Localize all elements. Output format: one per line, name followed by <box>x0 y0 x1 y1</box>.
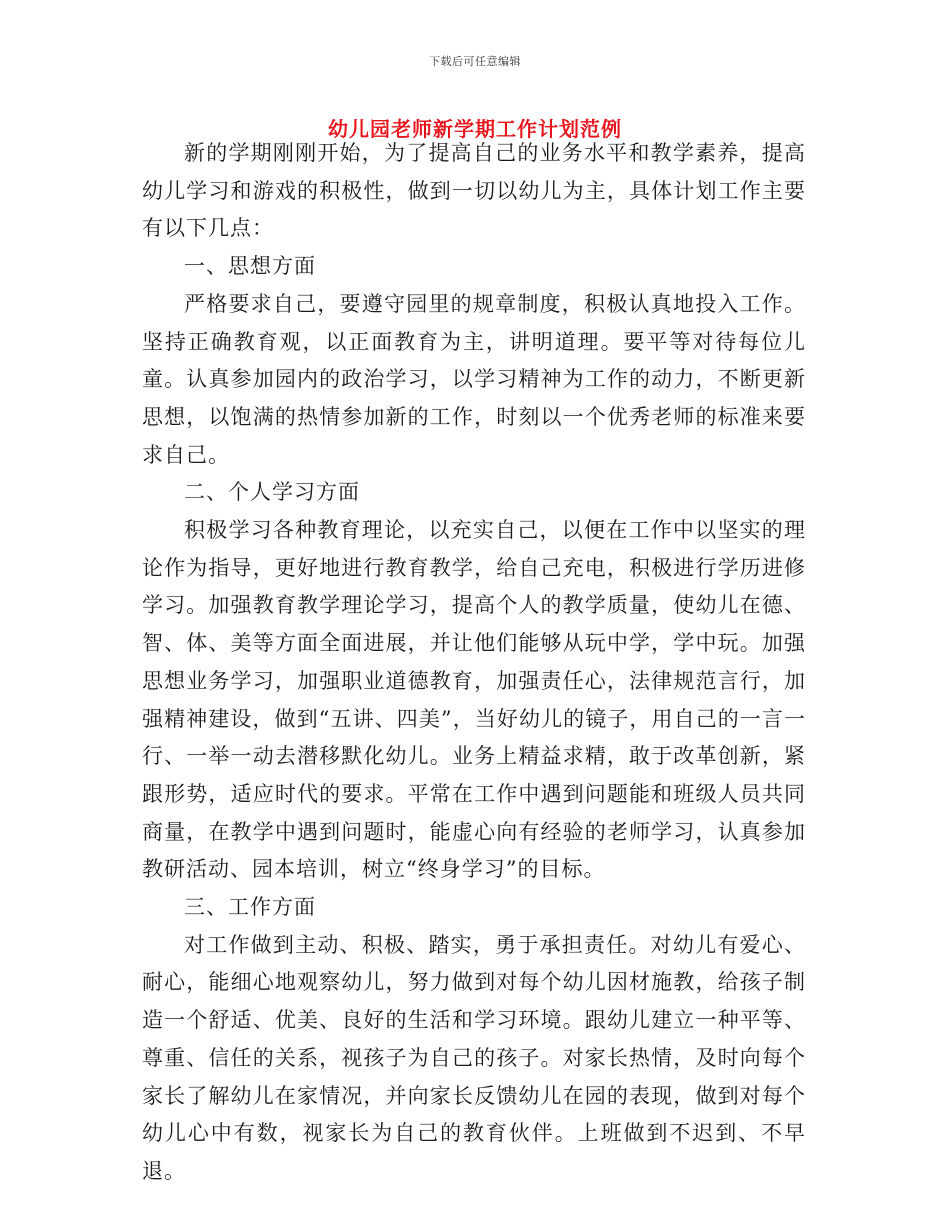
intro-paragraph: 新的学期刚刚开始，为了提高自己的业务水平和教学素养，提高幼儿学习和游戏的积极性，做到一切以幼儿为主，具体计划工作主要有以下几点： <box>142 141 806 241</box>
section-heading-study: 二、个人学习方面 <box>184 480 360 505</box>
section-heading-work: 三、工作方面 <box>184 895 316 920</box>
section-body-thought: 严格要求自己，要遵守园里的规章制度，积极认真地投入工作。坚持正确教育观，以正面教育为主，讲明道理。要平等对待每位儿童。认真参加园内的政治学习，以学习精神为工作的动力，不断更新思想，以饱满的热情参加新的工作，时刻以一个优秀老师的标准来要求自己。 <box>142 291 806 467</box>
page-header-note: 下载后可任意编辑 <box>429 55 521 68</box>
document-body <box>142 135 806 1191</box>
section-heading-thought: 一、思想方面 <box>184 254 316 279</box>
section-body-study: 积极学习各种教育理论，以充实自己，以便在工作中以坚实的理论作为指导，更好地进行教育教学，给自己充电，积极进行学历进修学习。加强教育教学理论学习，提高个人的教学质量，使幼儿在德、智、体、美等方面全面进展，并让他们能够从玩中学，学中玩。加强思想业务学习，加强职业道德教育，加强责任心，法律规范言行，加强精神建设，做到“五讲、四美”，当好幼儿的镜子，用自己的一言一行、一举一动去潜移默化幼儿。业务上精益求精，敢于改革创新，紧跟形势，适应时代的要求。平常在工作中遇到问题能和班级人员共同商量，在教学中遇到问题时，能虚心向有经验的老师学习，认真参加教研活动、园本培训，树立“终身学习”的目标。 <box>142 518 806 882</box>
document-title: 幼儿园老师新学期工作计划范例 <box>328 117 622 141</box>
section-body-work: 对工作做到主动、积极、踏实，勇于承担责任。对幼儿有爱心、耐心，能细心地观察幼儿，努力做到对每个幼儿因材施教，给孩子制造一个舒适、优美、良好的生活和学习环境。跟幼儿建立一种平等、尊重、信任的关系，视孩子为自己的孩子。对家长热情，及时向每个家长了解幼儿在家情况，并向家长反馈幼儿在园的表现，做到对每个幼儿心中有数，视家长为自己的教育伙伴。上班做到不迟到、不早退。 <box>142 932 806 1183</box>
